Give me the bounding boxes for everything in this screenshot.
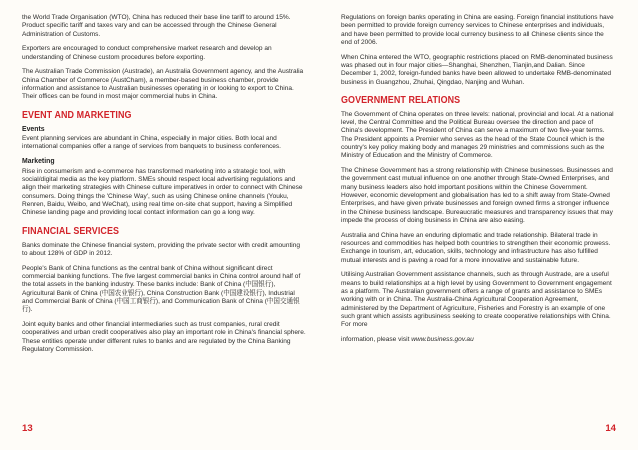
government-paragraph-1: The Government of China operates on three levels: national, provincial and local. At a national level, the Central Committee and the Political Bureau oversee the direction and pace of China's development. The President of China can serve a maximum of two five-year terms. The President appoints a Premier who serves as the head of the State Council which is the country's key policy making body and manages 29 ministries and commissions such as the Ministry of Education and the Ministry of Commerce.: [341, 110, 614, 160]
right-page: [319, 0, 638, 450]
info-line: [341, 336, 616, 344]
events-paragraph: Event planning services are abundant in China, especially in major cities. Both local and international companies offer a range of services from banquets to business conferences.: [22, 135, 281, 151]
intro-paragraph-2: Exporters are encouraged to conduct comprehensive market research and develop an understanding of Chinese custom procedures before exporting.: [22, 45, 272, 61]
financial-paragraph-1: Banks dominate the Chinese financial system, providing the private sector with credit amounting to about 128% of GDP in 2012.: [22, 241, 301, 257]
info-prefix: information, please visit: [341, 336, 412, 343]
marketing-subheading: Marketing: [22, 158, 55, 166]
page-number-left: 13: [22, 423, 33, 434]
page-number-right: 14: [605, 423, 616, 434]
events-subheading: Events: [22, 125, 45, 133]
banking-paragraph-1: Regulations on foreign banks operating in China are easing. Foreign financial institutions have been permitted to provide foreign currency services to Chinese enterprises and individuals, and have been permitted to provide local currency business to all Chinese clients since the end of 2006.: [341, 14, 614, 46]
government-paragraph-4: Utilising Australian Government assistance channels, such as through Austrade, are a useful means to build relationships at a high level by using Government to Government engagement as a platform. The Australian government offers a range of grants and assistance to SMEs working with or in China. The Australia-China Agricultural Cooperation Agreement, administered by the Department of Agriculture, Fisheries and Forestry is an example of one such grant which assists agribusiness seeking to create cooperative relationships with China. For more: [341, 271, 612, 329]
government-heading: GOVERNMENT RELATIONS: [341, 94, 461, 106]
financial-paragraph-2: People's Bank of China functions as the central bank of China without significant direct commercial banking functions. The five largest commercial banks in China control around half of the total assets in the banking industry. These banks include: Bank of China (中国银行), Agricultural Bank of China (中国农业银行), China Construction Bank (中国建设银行), Industrial and Commercial Bank of China (中国工商银行), and Communication Bank of China (中国交通银行).: [22, 264, 301, 314]
financial-heading: FINANCIAL SERVICES: [22, 225, 120, 237]
financial-paragraph-3: Joint equity banks and other financial intermediaries such as trust companies, rural credit cooperatives and urban credit cooperatives also play an important role in China's financial sphere. These entities operate under different rules to banks and are regulated by the China Banking Regulatory Commission.: [22, 320, 306, 353]
government-paragraph-2: The Chinese Government has a strong relationship with Chinese businesses. Businesses and the government cast mutual influence on one another through State-Owned Enterprises, and many business leaders also hold important positions within the Chinese Government. However, economic development and globalisation has led to a shift away from State-Owned Enterprises, and have given private businesses and foreign owned firms a stronger influence in the Chinese business landscape. Bureaucratic measures and transparency issues that may impede the process of doing business in China are also easing.: [341, 167, 613, 224]
business-gov-link[interactable]: www.business.gov.au: [411, 336, 474, 343]
banking-paragraph-2: When China entered the WTO, geographic restrictions placed on RMB-denominated business was phased out in four major cities—Shanghai, Shenzhen, Tianjin,and Dalian. Since December 1, 2002, foreign-funded banks have been allowed to undertake RMB-denominated business in Guangzhou, Zhuhai, Qingdao, Nanjing and Wuhan.: [341, 53, 613, 86]
events-heading: EVENT AND MARKETING: [22, 109, 132, 121]
intro-paragraph-3: The Australian Trade Commission (Austrade), an Australia Government agency, and the Australia China Chamber of Commerce (AustCham), a member-based business chamber, provide information and assistance to Australian businesses operating in or looking to export to China. Their offices can be found in most major commercial hubs in China.: [22, 68, 304, 101]
marketing-paragraph: Rise in consumerism and e-commerce has transformed marketing into a strategic tool, with social/digital media as the key platform. SMEs should respect local advertising regulations and align their marketing strategies with Chinese culture imperatives in order to connect with Chinese consumers. Doing things the 'Chinese Way', such as using Chinese online channels (Youku, Renren, Baidu, Weibo, and WeChat), using real time on-site chat support, having a Simplified Chinese landing page and providing local contact information can go a long way.: [22, 167, 303, 217]
intro-paragraph-1: the World Trade Organisation (WTO), China has reduced their base line tariff to around 15%. Product specific tariff and taxes vary and can be accessed through the Chinese General Administration of Customs.: [22, 14, 291, 38]
government-paragraph-3: Australia and China have an enduring diplomatic and trade relationship. Bilateral trade in resources and commodities has helped both countries to strengthen their economic prowess. Exchange in tourism, art, education, skills, technology and infrastructure has also fulfilled mutual interests and is paving a road for a more innovative and sustainable future.: [341, 231, 611, 264]
